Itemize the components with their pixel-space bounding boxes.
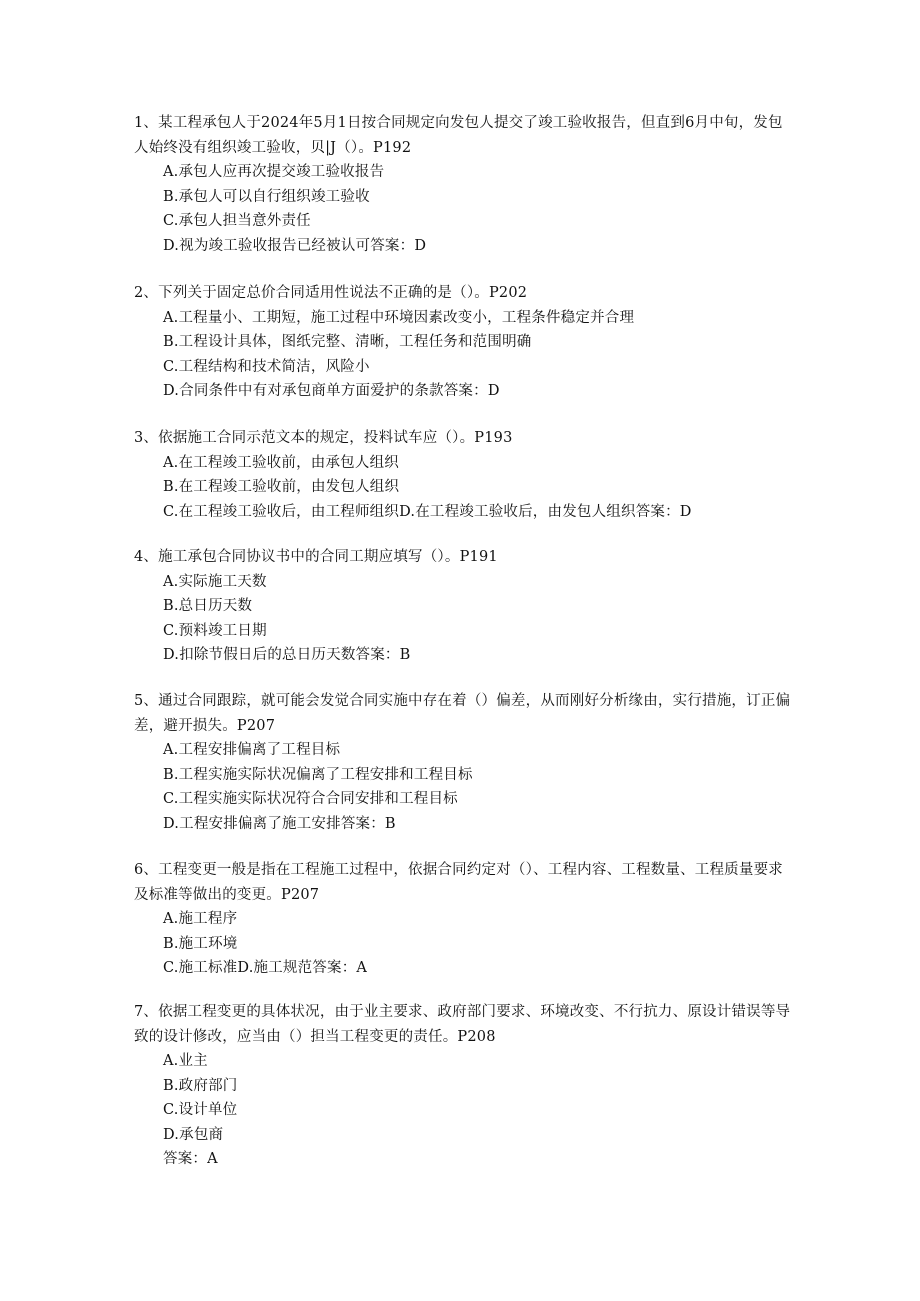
- question-3-option-b: B.在工程竣工验收前，由发包人组织: [163, 479, 400, 495]
- question-7-options: [134, 1049, 794, 1172]
- question-5-option-d-answer: D.工程安排偏离了施工安排答案：B: [163, 815, 396, 832]
- question-6-option-b: B.施工环境: [163, 935, 238, 952]
- question-5-options: [134, 738, 794, 836]
- question-2-option-d-answer: D.合同条件中有对承包商单方面爱护的条款答案：D: [163, 383, 500, 399]
- question-2-stem: 2、下列关于固定总价合同适用性说法不正确的是（）。P202: [134, 285, 528, 301]
- question-2: [134, 281, 794, 404]
- question-1: [134, 111, 794, 258]
- question-3-stem: 3、依据施工合同示范文本的规定，投料试车应（）。P193: [134, 430, 513, 446]
- question-1-option-d-answer: D.视为竣工验收报告已经被认可答案：D: [163, 237, 427, 254]
- question-3-option-c-d-answer: C.在工程竣工验收后，由工程师组织D.在工程竣工验收后，由发包人组织答案：D: [163, 503, 692, 520]
- question-6-options: [134, 907, 794, 981]
- question-6-option-a: A.施工程序: [163, 911, 238, 927]
- question-3-options: [134, 451, 794, 525]
- question-2-option-b: B.工程设计具体，图纸完整、清晰，工程任务和范围明确: [163, 334, 532, 350]
- question-5-stem: 5、通过合同跟踪，就可能会发觉合同实施中存在着（）偏差，从而刚好分析缘由，实行措施，订正偏差，避开损失。P207: [134, 693, 791, 734]
- question-3: [134, 426, 794, 524]
- question-4-options: [134, 570, 794, 668]
- question-4-option-b: B.总日历天数: [163, 598, 253, 614]
- question-7: [134, 1000, 794, 1172]
- question-5-option-b: B.工程实施实际状况偏离了工程安排和工程目标: [163, 766, 473, 783]
- question-2-options: [134, 306, 794, 404]
- question-1-options: [134, 160, 794, 258]
- question-5: [134, 689, 794, 836]
- question-5-option-a: A.工程安排偏离了工程目标: [163, 742, 341, 758]
- question-6: [134, 858, 794, 981]
- question-1-option-b: B.承包人可以自行组织竣工验收: [163, 188, 370, 205]
- question-3-option-a: A.在工程竣工验收前，由承包人组织: [163, 454, 399, 471]
- question-7-stem: 7、依据工程变更的具体状况，由于业主要求、政府部门要求、环境改变、不行抗力、原设计错误等导致的设计修改，应当由（）担当工程变更的责任。P208: [134, 1004, 791, 1045]
- question-7-option-c: C.设计单位: [163, 1102, 238, 1118]
- question-6-stem: 6、工程变更一般是指在工程施工过程中，依据合同约定对（）、工程内容、工程数量、工程质量要求及标准等做出的变更。P207: [134, 862, 783, 903]
- question-4-option-a: A.实际施工天数: [163, 573, 267, 590]
- question-7-option-a: A.业主: [163, 1053, 208, 1069]
- question-7-option-d: D.承包商: [163, 1126, 224, 1143]
- question-2-option-a: A.工程量小、工期短，施工过程中环境因素改变小，工程条件稳定并合理: [163, 309, 635, 326]
- question-1-stem: 1、某工程承包人于2024年5月1日按合同规定向发包人提交了竣工验收报告，但直到6月中旬，发包人始终没有组织竣工验收，贝|J（）。P192: [134, 115, 783, 156]
- question-6-option-c-d-answer: C.施工标准D.施工规范答案：A: [163, 960, 368, 976]
- question-1-option-a: A.承包人应再次提交竣工验收报告: [163, 164, 385, 180]
- question-7-option-b: B.政府部门: [163, 1077, 238, 1094]
- question-7-answer: 答案：A: [163, 1151, 218, 1167]
- question-4-stem: 4、施工承包合同协议书中的合同工期应填写（）。P191: [134, 549, 498, 565]
- question-1-option-c: C.承包人担当意外责任: [163, 213, 311, 229]
- question-4-option-d-answer: D.扣除节假日后的总日历天数答案：B: [163, 647, 411, 663]
- question-5-option-c: C.工程实施实际状况符合合同安排和工程目标: [163, 791, 458, 807]
- question-4: [134, 545, 794, 668]
- question-2-option-c: C.工程结构和技术简洁，风险小: [163, 358, 370, 375]
- question-4-option-c: C.预料竣工日期: [163, 622, 267, 639]
